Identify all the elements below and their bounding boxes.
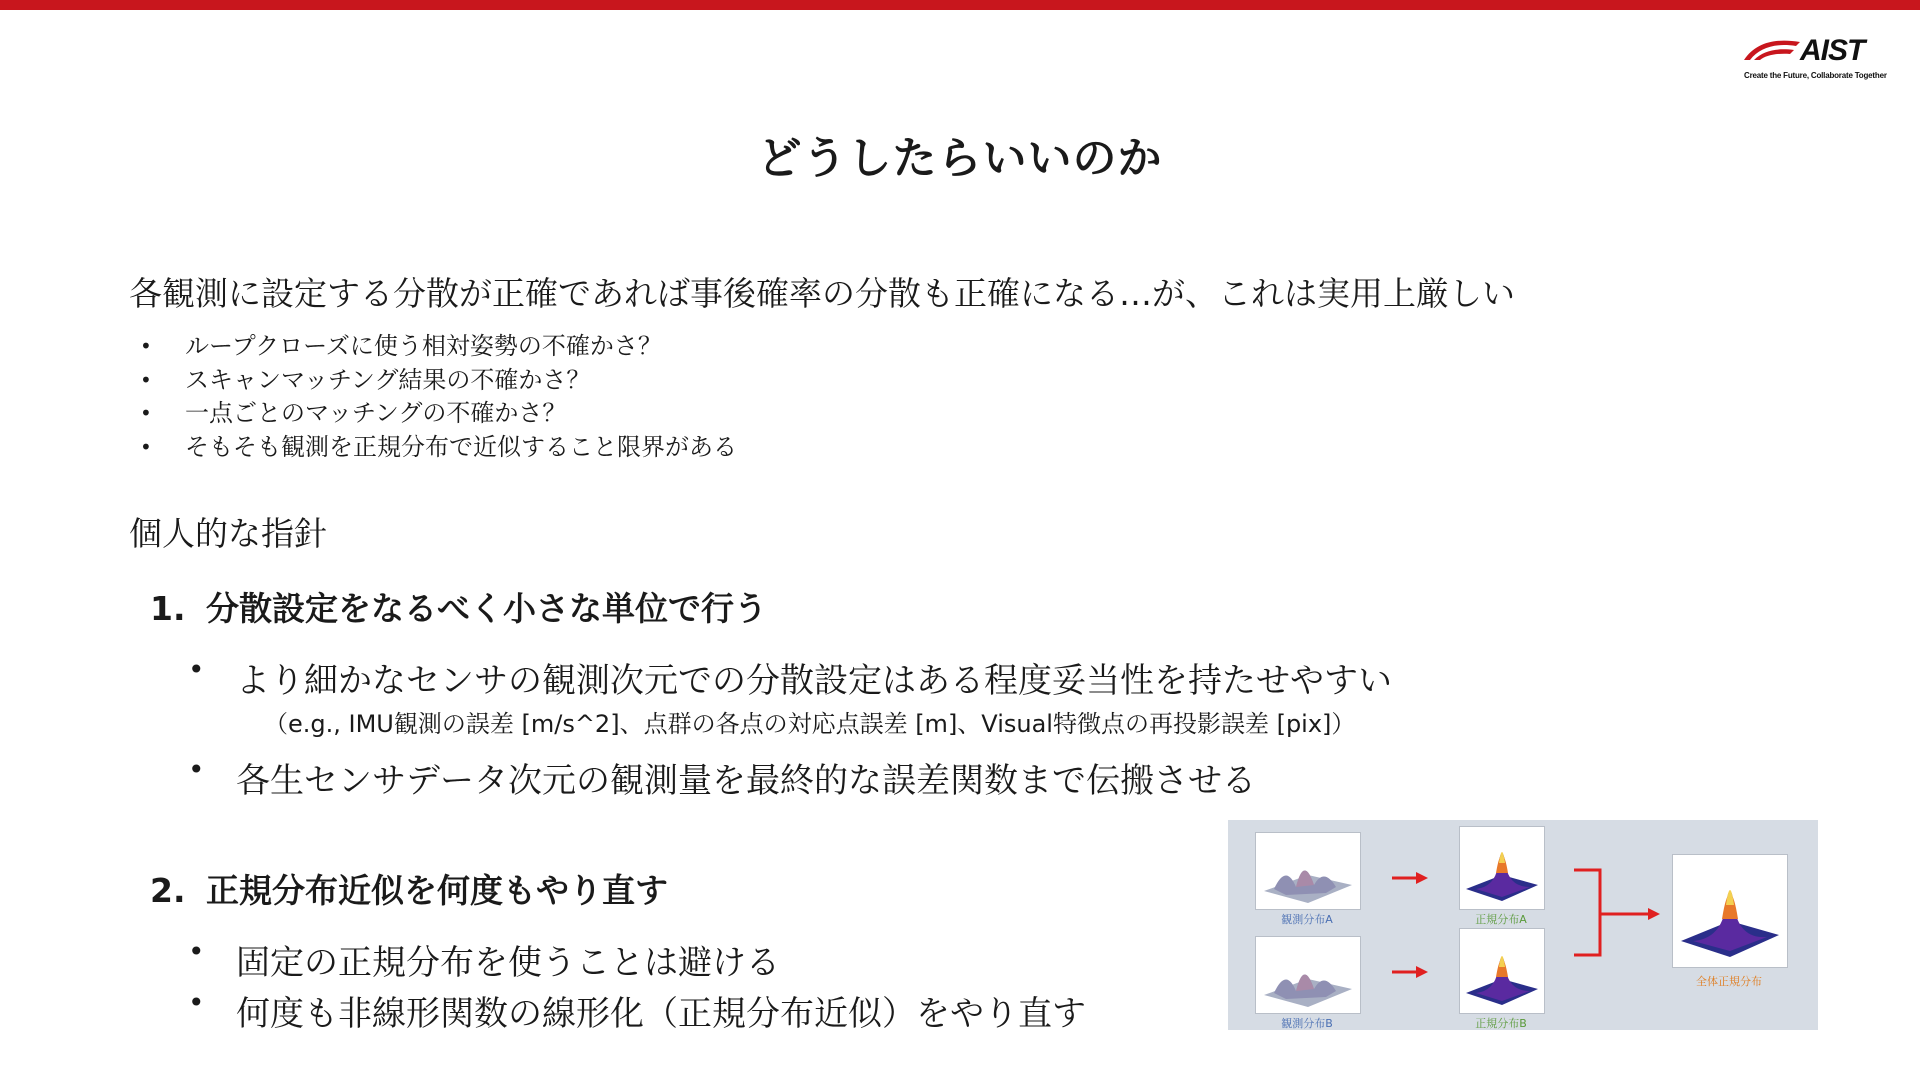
flow-arrows [1228, 820, 1818, 1030]
logo-tagline: Create the Future, Collaborate Together [1744, 71, 1887, 80]
bullet-text: 固定の正規分布を使うことは避ける [236, 943, 780, 983]
list-item: • ループクローズに使う相対姿勢の不確かさ？ [140, 330, 737, 364]
caption-observation-b: 観測分布B [1281, 1017, 1333, 1030]
caption-observation-a: 観測分布A [1281, 913, 1333, 926]
list-item: • 一点ごとのマッチングの不確かさ？ [140, 397, 737, 431]
merge-bracket-icon [1574, 870, 1660, 955]
guideline-1-heading [150, 583, 767, 630]
uncertainty-questions-list [140, 330, 737, 464]
bullet-text: 何度も非線形関数の線形化（正規分布近似）をやり直す [236, 994, 1086, 1034]
bullet-note: （e.g., IMU観測の誤差 [m/s^2]、点群の各点の対応点誤差 [m]、Visual特徴点の再投影誤差 [pix]） [264, 710, 1356, 738]
guideline-1-bullets [188, 653, 1392, 802]
list-item [188, 935, 1086, 984]
distribution-figure [1228, 820, 1818, 1030]
bullet-text: より細かなセンサの観測次元での分散設定はある程度妥当性を持たせやすい [236, 661, 1392, 701]
lead-statement: 各観測に設定する分散が正確であれば事後確率の分散も正確になる…が、これは実用上厳しい [129, 274, 1515, 313]
caption-total-normal: 全体正規分布 [1696, 975, 1762, 988]
list-item: • そもそも観測を正規分布で近似すること限界がある [140, 431, 737, 465]
list-item [188, 753, 1392, 802]
caption-normal-b: 正規分布B [1475, 1017, 1527, 1030]
logo-wordmark: AIST [1800, 34, 1865, 67]
list-item: • スキャンマッチング結果の不確かさ？ [140, 364, 737, 398]
slide-title: どうしたらいいのか [757, 133, 1163, 184]
section-heading: 個人的な指針 [129, 514, 327, 553]
guideline-number: 2. [150, 871, 186, 910]
aist-logo [1738, 34, 1898, 86]
arrow-right-icon [1392, 966, 1428, 978]
guideline-title: 分散設定をなるべく小さな単位で行う [206, 589, 767, 628]
list-item [188, 986, 1086, 1035]
guideline-2-bullets [188, 935, 1086, 1035]
guideline-title: 正規分布近似を何度もやり直す [206, 871, 668, 910]
bullet-text: 各生センサデータ次元の観測量を最終的な誤差関数まで伝搬させる [236, 761, 1256, 801]
top-accent-bar [0, 0, 1920, 10]
guideline-number: 1. [150, 589, 186, 628]
caption-normal-a: 正規分布A [1475, 913, 1527, 926]
list-item [188, 653, 1392, 739]
guideline-2-heading [150, 865, 668, 912]
aist-swoosh-icon [1742, 38, 1804, 64]
arrow-right-icon [1392, 872, 1428, 884]
